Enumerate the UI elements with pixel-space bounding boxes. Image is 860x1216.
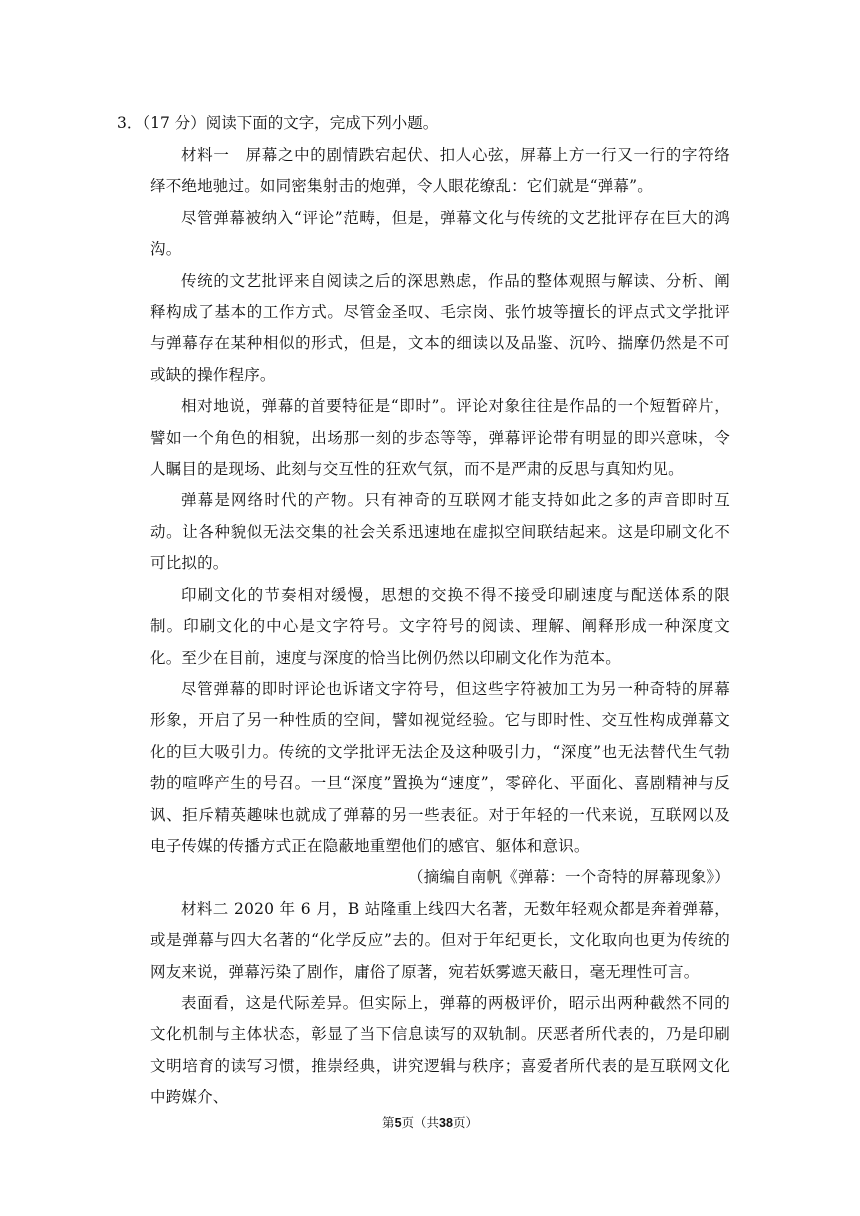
footer-total-pages: 38 (439, 1116, 453, 1130)
paragraph: 传统的文艺批评来自阅读之后的深思熟虑，作品的整体观照与解读、分析、阐释构成了基本的工作方式。尽管金圣叹、毛宗岗、张竹坡等擅长的评点式文学批评与弹幕存在某种相似的形式，但是，文本的细读以及品鉴、沉吟、揣摩仍然是不可或缺的操作程序。 (150, 271, 730, 384)
paragraph: 印刷文化的节奏相对缓慢，思想的交换不得不接受印刷速度与配送体系的限制。印刷文化的中心是文字符号。文字符号的阅读、理解、阐释形成一种深度文化。至少在目前，速度与深度的恰当比例仍然以印刷文化作为范本。 (150, 585, 730, 667)
footer-suffix: 页） (452, 1115, 478, 1130)
paragraph: 尽管弹幕被纳入“评论”范畴，但是，弹幕文化与传统的文艺批评存在巨大的鸿沟。 (150, 208, 730, 259)
footer-middle: 页（共 (401, 1115, 440, 1130)
footer-page-number: 5 (394, 1116, 402, 1130)
question-header (117, 108, 747, 138)
question-instruction: （17 分）阅读下面的文字，完成下列小题。 (142, 114, 439, 132)
paragraph: 材料一 屏幕之中的剧情跌宕起伏、扣人心弦，屏幕上方一行又一行的字符络绎不绝地驰过。如同密集射击的炮弹，令人眼花缭乱：它们就是“弹幕”。 (150, 146, 730, 196)
source-citation: （摘编自南帆《弹幕：一个奇特的屏幕现象》） (408, 868, 730, 887)
page-footer (0, 1114, 860, 1132)
paragraph: 弹幕是网络时代的产物。只有神奇的互联网才能支持如此之多的声音即时互动。让各种貌似无法交集的社会关系迅速地在虚拟空间联结起来。这是印刷文化不可比拟的。 (150, 491, 730, 573)
question-number: 3． (117, 114, 143, 132)
paragraph: 尽管弹幕的即时评论也诉诸文字符号，但这些字符被加工为另一种奇特的屏幕形象，开启了另一种性质的空间，譬如视觉经验。它与即时性、交互性构成弹幕文化的巨大吸引力。传统的文学批评无法企及这种吸引力，“深度”也无法替代生气勃勃的喧哗产生的号召。一旦“深度”置换为“速度”，零碎化、平面化、喜剧精神与反讽、拒斥精英趣味也就成了弹幕的另一些表征。对于年轻的一代来说，互联网以及电子传媒的传播方式正在隐蔽地重塑他们的感官、躯体和意识。 (150, 679, 730, 855)
paragraph: 表面看，这是代际差异。但实际上，弹幕的两极评价，昭示出两种截然不同的文化机制与主体状态，彰显了当下信息读写的双轨制。厌恶者所代表的，乃是印刷文明培育的读写习惯，推崇经典，讲究逻辑与秩序；喜爱者所代表的是互联网文化中跨媒介、 (150, 993, 730, 1107)
footer-prefix: 第 (382, 1115, 395, 1130)
paragraph: 相对地说，弹幕的首要特征是“即时”。评论对象往往是作品的一个短暂碎片，譬如一个角色的相貌，出场那一刻的步态等等，弹幕评论带有明显的即兴意味，令人瞩目的是现场、此刻与交互性的狂欢气氛，而不是严肃的反思与真知灼见。 (150, 397, 730, 479)
paragraph: 材料二 2020 年 6 月，B 站隆重上线四大名著，无数年轻观众都是奔着弹幕，或是弹幕与四大名著的“化学反应”去的。但对于年纪更长，文化取向也更为传统的网友来说，弹幕污染了剧作，庸俗了原著，宛若妖雾遮天蔽日，毫无理性可言。 (150, 899, 730, 981)
reading-passage (150, 140, 730, 1114)
